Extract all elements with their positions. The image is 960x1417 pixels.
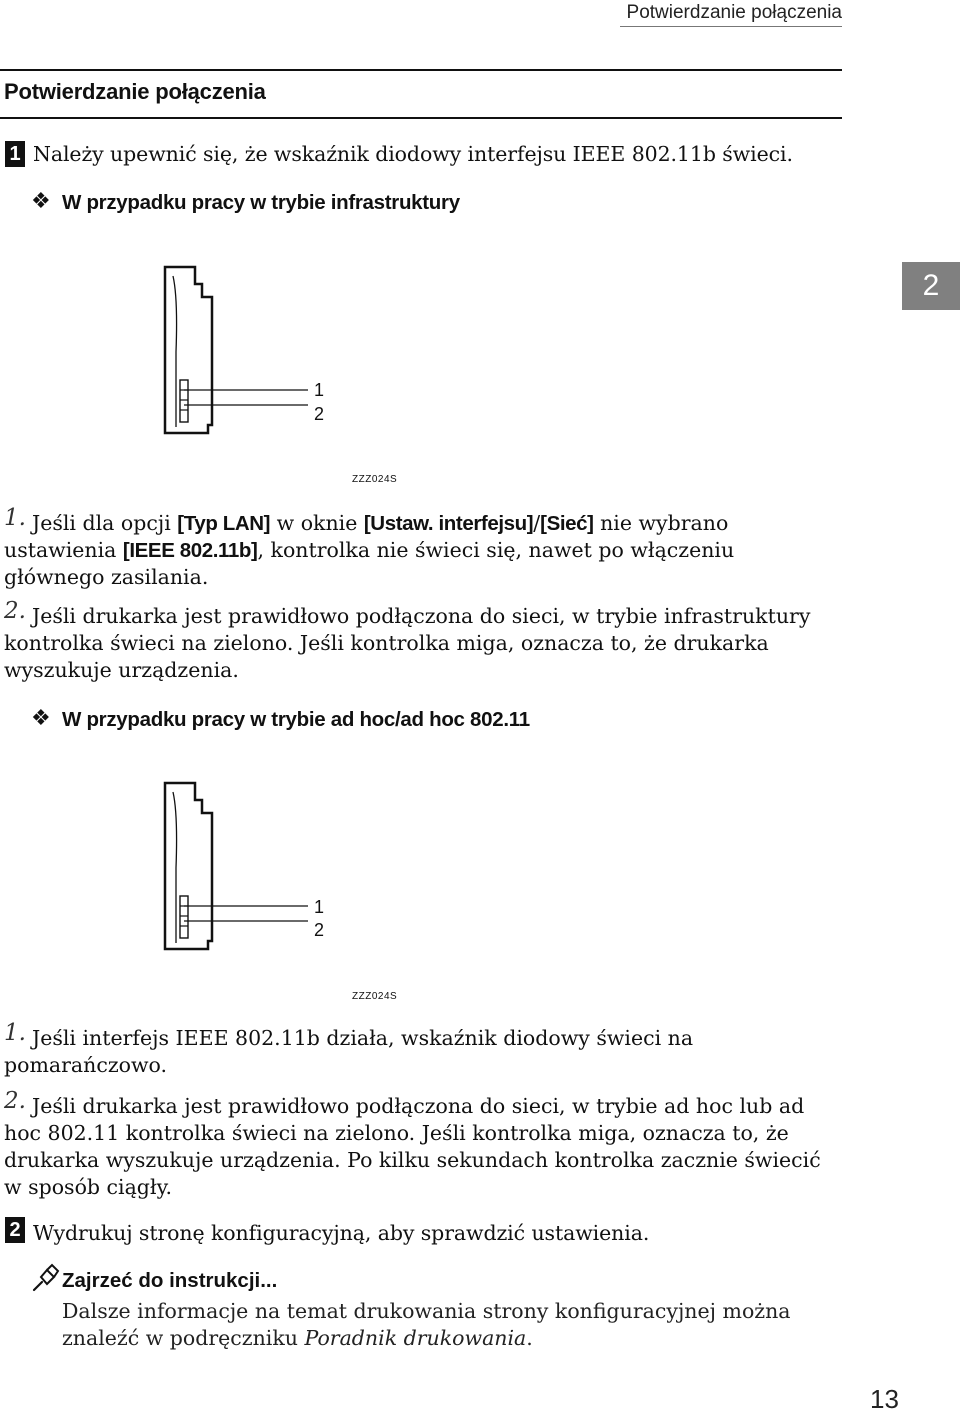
list-number: 2.: [4, 598, 26, 624]
wireless-card-figure-infra: [160, 262, 400, 477]
list-number: 2.: [4, 1088, 26, 1114]
running-header: Potwierdzanie połączenia: [626, 2, 842, 23]
infra-heading: W przypadku pracy w trybie infrastruktury: [62, 191, 460, 214]
step-badge-1: 1: [5, 141, 25, 167]
figure-code: ZZZ024S: [352, 474, 398, 485]
wireless-card-figure-adhoc: [160, 778, 400, 993]
adhoc-item-2: Jeśli drukarka jest prawidłowo podłączona do sieci, w trybie ad hoc lub ad hoc 802.11 kontrolka świeci na zielono. Jeśli kontrolka miga, oznacza to, że drukarka wyszukuje urządzenia. Po kilku sekundach kontrolka zacznie świecić w sposób ciągły.: [4, 1094, 821, 1199]
list-number: 1.: [4, 505, 26, 531]
adhoc-heading: W przypadku pracy w trybie ad hoc/ad hoc 802.11: [62, 708, 530, 731]
callout-1: 1: [314, 380, 325, 400]
section-title: Potwierdzanie połączenia: [4, 79, 266, 104]
callout-2: 2: [314, 920, 325, 940]
step-1-text: Należy upewnić się, że wskaźnik diodowy interfejsu IEEE 802.11b świeci.: [33, 142, 793, 166]
header-rule: [620, 26, 842, 27]
list-number: 1.: [4, 1020, 26, 1046]
diamond-bullet-icon: ❖: [31, 705, 51, 730]
step-badge-2: 2: [5, 1217, 25, 1243]
diamond-bullet-icon: ❖: [31, 188, 51, 213]
reference-pen-icon: [30, 1263, 60, 1293]
adhoc-item-1: Jeśli interfejs IEEE 802.11b działa, wskaźnik diodowy świeci na pomarańczowo.: [4, 1026, 694, 1077]
section-top-rule: [0, 69, 842, 71]
callout-1: 1: [314, 897, 325, 917]
infra-item-1: Jeśli dla opcji [Typ LAN] w oknie [Ustaw. interfejsu]/[Sieć] nie wybrano ustawienia [IEEE 802.11b], kontrolka nie świeci się, nawet po włączeniu głównego zasilania.: [4, 511, 735, 589]
infra-item-2: Jeśli drukarka jest prawidłowo podłączona do sieci, w trybie infrastruktury kontrolka świeci na zielono. Jeśli kontrolka miga, oznacza to, że drukarka wyszukuje urządzenia.: [4, 604, 811, 682]
callout-2: 2: [314, 404, 325, 424]
figure-code: ZZZ024S: [352, 991, 398, 1002]
chapter-tab: 2: [902, 262, 960, 310]
step-2-text: Wydrukuj stronę konfiguracyjną, aby sprawdzić ustawienia.: [33, 1221, 650, 1245]
section-bottom-rule: [0, 117, 842, 119]
reference-body: Dalsze informacje na temat drukowania strony konfiguracyjnej można znaleźć w podręczniku Poradnik drukowania.: [62, 1299, 791, 1350]
page-number: 13: [870, 1384, 899, 1414]
reference-title: Zajrzeć do instrukcji...: [62, 1269, 278, 1292]
